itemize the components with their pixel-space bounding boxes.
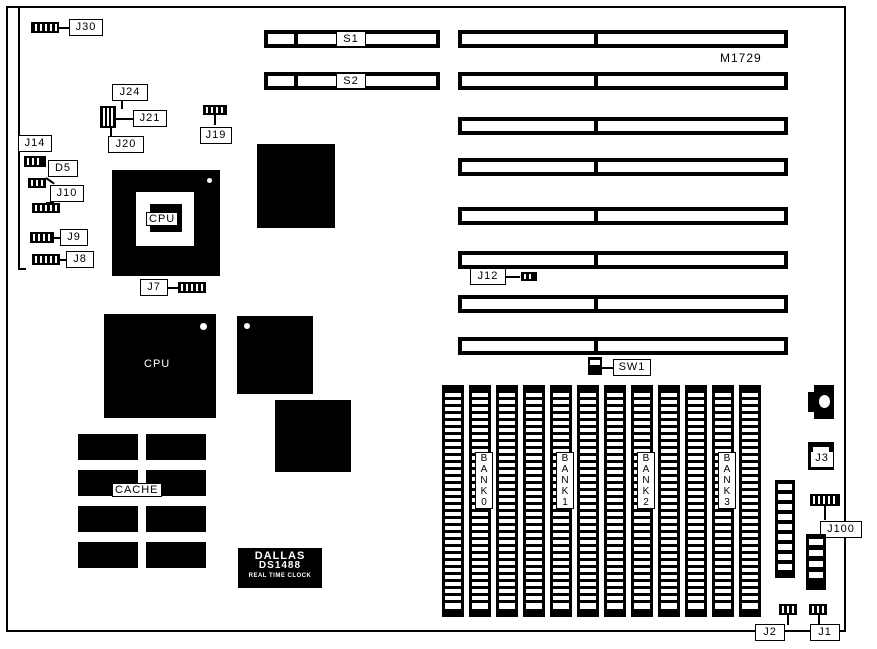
rtc-line3: REAL TIME CLOCK bbox=[248, 573, 312, 579]
bank-label-0: B A N K 0 bbox=[475, 452, 493, 509]
label-j24: J24 bbox=[112, 84, 148, 101]
expansion-slot-6 bbox=[458, 251, 788, 269]
expansion-slot-5 bbox=[458, 207, 788, 225]
connector-j30 bbox=[31, 22, 59, 33]
expansion-slot-3 bbox=[458, 117, 788, 135]
keyboard-port bbox=[814, 385, 834, 419]
label-j7: J7 bbox=[140, 279, 168, 296]
simm-socket-1a bbox=[496, 385, 518, 617]
connector-j8 bbox=[32, 254, 60, 265]
connector-j9 bbox=[30, 232, 54, 243]
bank-label-1: B A N K 1 bbox=[556, 452, 574, 509]
bank-label-2: B A N K 2 bbox=[637, 452, 655, 509]
label-j10: J10 bbox=[50, 185, 84, 202]
bank-label-3: B A N K 3 bbox=[718, 452, 736, 509]
qfp-chip-3 bbox=[275, 400, 351, 472]
label-j100: J100 bbox=[820, 521, 862, 538]
connector-j14 bbox=[24, 156, 46, 167]
expansion-slot-8 bbox=[458, 337, 788, 355]
simm-socket-4a bbox=[658, 385, 680, 617]
cache-chip-8 bbox=[146, 542, 206, 568]
label-s2: S2 bbox=[336, 73, 366, 89]
rtc-line1: DALLAS bbox=[254, 550, 306, 562]
connector-j24 bbox=[100, 106, 116, 128]
qfp-chip-1 bbox=[257, 144, 335, 228]
connector-j2 bbox=[779, 604, 797, 615]
connector-d5 bbox=[28, 178, 46, 188]
cache-chip-1 bbox=[78, 434, 138, 460]
model-number: M1729 bbox=[720, 51, 762, 65]
expansion-slot-7 bbox=[458, 295, 788, 313]
simm-socket-4b bbox=[685, 385, 707, 617]
label-second-cpu: CPU bbox=[144, 358, 171, 370]
cache-chip-7 bbox=[78, 542, 138, 568]
connector-j12 bbox=[521, 272, 537, 281]
qfp-chip-2 bbox=[237, 316, 313, 394]
connector-j100 bbox=[810, 494, 840, 506]
label-j2: J2 bbox=[755, 624, 785, 641]
expansion-slot-4 bbox=[458, 158, 788, 176]
label-s1: S1 bbox=[336, 31, 366, 47]
label-j30: J30 bbox=[69, 19, 103, 36]
cache-chip-5 bbox=[78, 506, 138, 532]
dallas-rtc-chip bbox=[238, 548, 322, 588]
label-j19: J19 bbox=[200, 127, 232, 144]
label-j21: J21 bbox=[133, 110, 167, 127]
simm-socket-0a bbox=[442, 385, 464, 617]
connector-j7 bbox=[178, 282, 206, 293]
label-j8: J8 bbox=[66, 251, 94, 268]
label-j9: J9 bbox=[60, 229, 88, 246]
cache-chip-2 bbox=[146, 434, 206, 460]
rtc-line2: DS1488 bbox=[258, 560, 302, 571]
cache-chip-6 bbox=[146, 506, 206, 532]
label-j3: J3 bbox=[811, 452, 833, 467]
label-j14: J14 bbox=[18, 135, 52, 152]
expansion-slot-2 bbox=[458, 72, 788, 90]
label-j12: J12 bbox=[470, 268, 506, 285]
label-cache: CACHE bbox=[112, 483, 162, 497]
label-cpu: CPU bbox=[146, 212, 178, 226]
expansion-slot-1 bbox=[458, 30, 788, 48]
label-d5: D5 bbox=[48, 160, 78, 177]
connector-j1 bbox=[809, 604, 827, 615]
connector-j19 bbox=[203, 105, 227, 115]
label-sw1: SW1 bbox=[613, 359, 651, 376]
simm-socket-1b bbox=[523, 385, 545, 617]
simm-socket-3a bbox=[604, 385, 626, 617]
connector-j10 bbox=[32, 203, 60, 213]
simm-socket-2b bbox=[577, 385, 599, 617]
label-j20: J20 bbox=[108, 136, 144, 153]
simm-socket-5b bbox=[739, 385, 761, 617]
label-j1: J1 bbox=[810, 624, 840, 641]
